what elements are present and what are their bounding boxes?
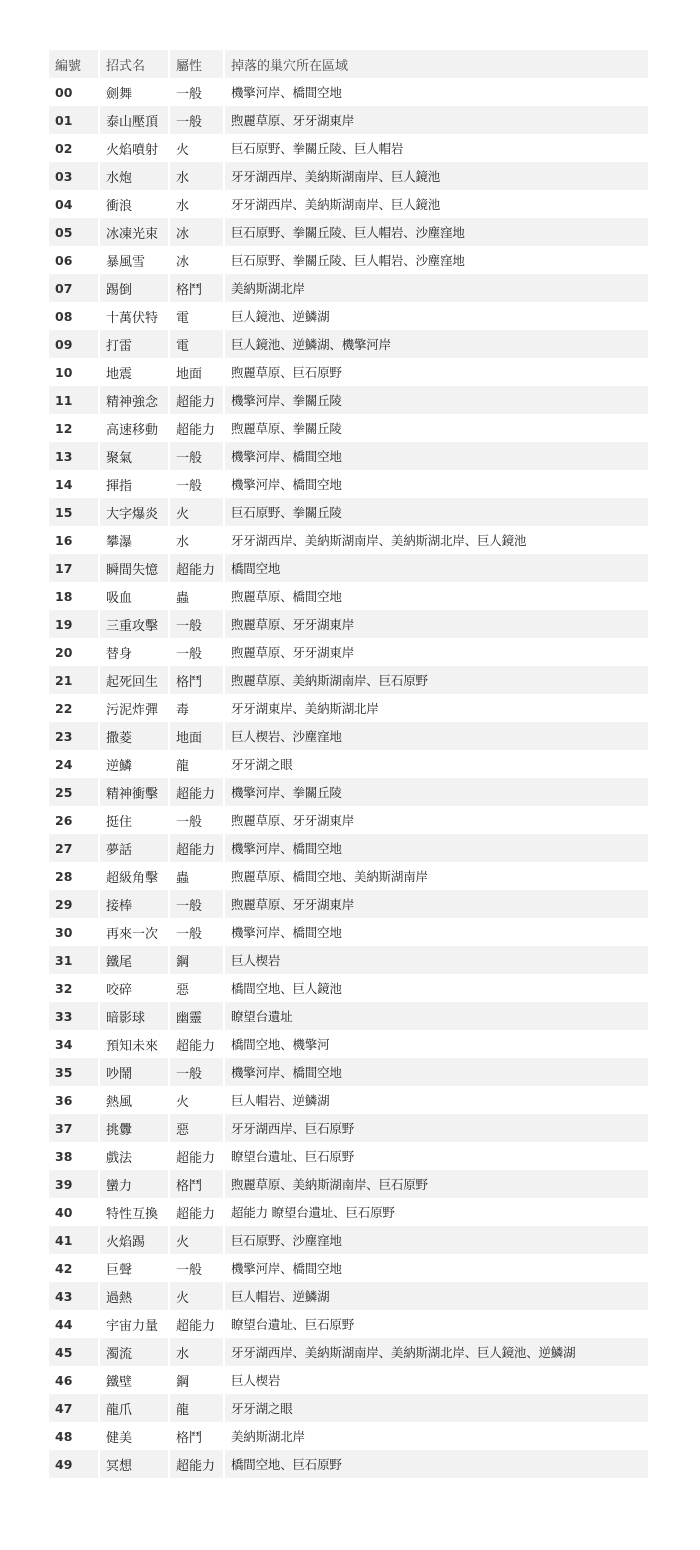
row-number: 24 [55, 756, 73, 772]
row-den-area: 煦麗草原、美納斯湖南岸、巨石原野 [224, 1170, 648, 1198]
row-type: 超能力 [169, 386, 224, 414]
row-move-name: 起死回生 [99, 666, 169, 694]
row-type: 電 [169, 302, 224, 330]
table-row [49, 162, 648, 190]
row-move-name: 精神衝擊 [99, 778, 169, 806]
row-type: 超能力 [169, 1142, 224, 1170]
row-number: 41 [55, 1232, 73, 1248]
row-move-name: 替身 [99, 638, 169, 666]
table-row [49, 554, 648, 582]
table-row [49, 1422, 648, 1450]
row-den-area: 瞭望台遺址、巨石原野 [224, 1142, 648, 1170]
tr-drop-table [49, 50, 648, 1478]
row-number: 11 [55, 392, 73, 408]
table-row [49, 78, 648, 106]
row-den-area: 巨石原野、拳關丘陵、巨人帽岩、沙塵窪地 [224, 218, 648, 246]
row-number: 12 [55, 420, 73, 436]
row-den-area: 牙牙湖東岸、美納斯湖北岸 [224, 694, 648, 722]
table-row [49, 442, 648, 470]
table-row [49, 274, 648, 302]
row-den-area: 巨人帽岩、逆鱗湖 [224, 1282, 648, 1310]
row-den-area: 牙牙湖西岸、美納斯湖南岸、巨人鏡池 [224, 162, 648, 190]
row-den-area: 牙牙湖西岸、美納斯湖南岸、美納斯湖北岸、巨人鏡池、逆鱗湖 [224, 1338, 648, 1366]
row-type: 超能力 [169, 834, 224, 862]
row-move-name: 夢話 [99, 834, 169, 862]
row-type: 火 [169, 134, 224, 162]
row-move-name: 暗影球 [99, 1002, 169, 1030]
row-type: 火 [169, 1282, 224, 1310]
table-row [49, 946, 648, 974]
row-move-name: 接棒 [99, 890, 169, 918]
row-move-name: 撒菱 [99, 722, 169, 750]
row-move-name: 鐵壁 [99, 1366, 169, 1394]
row-move-name: 火焰噴射 [99, 134, 169, 162]
row-move-name: 十萬伏特 [99, 302, 169, 330]
row-move-name: 衝浪 [99, 190, 169, 218]
row-den-area: 巨石原野、拳關丘陵、巨人帽岩 [224, 134, 648, 162]
table-header-row [49, 50, 648, 78]
row-type: 蟲 [169, 582, 224, 610]
row-number: 38 [55, 1148, 73, 1164]
row-den-area: 橋間空地 [224, 554, 648, 582]
row-move-name: 吵鬧 [99, 1058, 169, 1086]
row-move-name: 龍爪 [99, 1394, 169, 1422]
row-number: 34 [55, 1036, 73, 1052]
row-number: 30 [55, 924, 73, 940]
table-row [49, 694, 648, 722]
table-row [49, 666, 648, 694]
row-number: 21 [55, 672, 73, 688]
row-move-name: 濁流 [99, 1338, 169, 1366]
row-den-area: 橋間空地、巨石原野 [224, 1450, 648, 1478]
row-move-name: 過熱 [99, 1282, 169, 1310]
row-move-name: 健美 [99, 1422, 169, 1450]
row-move-name: 踢倒 [99, 274, 169, 302]
table-row [49, 1142, 648, 1170]
table-row [49, 526, 648, 554]
row-move-name: 水炮 [99, 162, 169, 190]
row-den-area: 巨石原野、拳關丘陵 [224, 498, 648, 526]
row-den-area: 煦麗草原、美納斯湖南岸、巨石原野 [224, 666, 648, 694]
row-move-name: 冥想 [99, 1450, 169, 1478]
row-number: 29 [55, 896, 73, 912]
row-move-name: 泰山壓頂 [99, 106, 169, 134]
row-den-area: 巨石原野、拳關丘陵、巨人帽岩、沙塵窪地 [224, 246, 648, 274]
row-type: 鋼 [169, 946, 224, 974]
row-number: 35 [55, 1064, 73, 1080]
row-den-area: 機擎河岸、橋間空地 [224, 470, 648, 498]
table-row [49, 778, 648, 806]
row-den-area: 煦麗草原、橋間空地、美納斯湖南岸 [224, 862, 648, 890]
header-den-area: 掉落的巢穴所在區域 [224, 50, 648, 78]
row-move-name: 吸血 [99, 582, 169, 610]
row-number: 36 [55, 1092, 73, 1108]
row-move-name: 地震 [99, 358, 169, 386]
row-move-name: 冰凍光束 [99, 218, 169, 246]
table-row [49, 1030, 648, 1058]
row-type: 幽靈 [169, 1002, 224, 1030]
row-number: 00 [55, 84, 73, 100]
row-move-name: 預知未來 [99, 1030, 169, 1058]
row-type: 超能力 [169, 1030, 224, 1058]
table-row [49, 610, 648, 638]
table-row [49, 638, 648, 666]
row-den-area: 巨人鏡池、逆鱗湖、機擎河岸 [224, 330, 648, 358]
row-type: 格鬥 [169, 1170, 224, 1198]
row-number: 17 [55, 560, 73, 576]
row-type: 一般 [169, 1058, 224, 1086]
row-den-area: 煦麗草原、拳關丘陵 [224, 414, 648, 442]
row-move-name: 劍舞 [99, 78, 169, 106]
row-move-name: 三重攻擊 [99, 610, 169, 638]
row-type: 一般 [169, 638, 224, 666]
row-den-area: 牙牙湖西岸、巨石原野 [224, 1114, 648, 1142]
table-row [49, 1310, 648, 1338]
row-type: 惡 [169, 1114, 224, 1142]
row-type: 一般 [169, 918, 224, 946]
header-move-name: 招式名 [99, 50, 169, 78]
row-move-name: 鐵尾 [99, 946, 169, 974]
table-row [49, 470, 648, 498]
row-type: 水 [169, 526, 224, 554]
row-move-name: 巨聲 [99, 1254, 169, 1282]
row-type: 水 [169, 1338, 224, 1366]
row-den-area: 牙牙湖之眼 [224, 750, 648, 778]
row-den-area: 巨人楔岩 [224, 946, 648, 974]
table-row [49, 722, 648, 750]
row-den-area: 橋間空地、機擎河 [224, 1030, 648, 1058]
row-den-area: 巨人鏡池、逆鱗湖 [224, 302, 648, 330]
row-type: 格鬥 [169, 1422, 224, 1450]
table-row [49, 974, 648, 1002]
row-den-area: 牙牙湖西岸、美納斯湖南岸、美納斯湖北岸、巨人鏡池 [224, 526, 648, 554]
row-den-area: 煦麗草原、橋間空地 [224, 582, 648, 610]
row-number: 13 [55, 448, 73, 464]
row-number: 44 [55, 1316, 73, 1332]
row-type: 電 [169, 330, 224, 358]
row-type: 超能力 [169, 1450, 224, 1478]
row-den-area: 巨人帽岩、逆鱗湖 [224, 1086, 648, 1114]
row-den-area: 煦麗草原、牙牙湖東岸 [224, 806, 648, 834]
row-move-name: 打雷 [99, 330, 169, 358]
row-number: 46 [55, 1372, 73, 1388]
row-move-name: 挑釁 [99, 1114, 169, 1142]
row-den-area: 超能力 瞭望台遺址、巨石原野 [224, 1198, 648, 1226]
table-row [49, 1450, 648, 1478]
row-number: 49 [55, 1456, 73, 1472]
row-den-area: 機擎河岸、拳關丘陵 [224, 386, 648, 414]
table-row [49, 1002, 648, 1030]
row-number: 05 [55, 224, 73, 240]
row-type: 一般 [169, 106, 224, 134]
row-type: 冰 [169, 218, 224, 246]
row-number: 07 [55, 280, 73, 296]
table-row [49, 302, 648, 330]
row-number: 43 [55, 1288, 73, 1304]
row-type: 水 [169, 190, 224, 218]
row-den-area: 美納斯湖北岸 [224, 1422, 648, 1450]
row-number: 09 [55, 336, 73, 352]
row-type: 一般 [169, 890, 224, 918]
row-den-area: 煦麗草原、巨石原野 [224, 358, 648, 386]
table-row [49, 890, 648, 918]
row-den-area: 機擎河岸、橋間空地 [224, 442, 648, 470]
table-row [49, 806, 648, 834]
row-type: 鋼 [169, 1366, 224, 1394]
row-move-name: 特性互換 [99, 1198, 169, 1226]
row-number: 33 [55, 1008, 73, 1024]
row-number: 37 [55, 1120, 73, 1136]
row-move-name: 聚氣 [99, 442, 169, 470]
row-number: 47 [55, 1400, 73, 1416]
table-row [49, 218, 648, 246]
row-type: 惡 [169, 974, 224, 1002]
row-number: 22 [55, 700, 73, 716]
row-number: 04 [55, 196, 73, 212]
row-move-name: 攀瀑 [99, 526, 169, 554]
row-type: 火 [169, 498, 224, 526]
row-type: 一般 [169, 610, 224, 638]
row-move-name: 大字爆炎 [99, 498, 169, 526]
row-number: 03 [55, 168, 73, 184]
table-row [49, 1226, 648, 1254]
row-number: 27 [55, 840, 73, 856]
table-row [49, 1338, 648, 1366]
tr-drop-table-container [49, 50, 648, 1478]
row-type: 超能力 [169, 778, 224, 806]
table-row [49, 134, 648, 162]
table-row [49, 1366, 648, 1394]
row-den-area: 美納斯湖北岸 [224, 274, 648, 302]
row-move-name: 咬碎 [99, 974, 169, 1002]
row-den-area: 煦麗草原、牙牙湖東岸 [224, 106, 648, 134]
row-move-name: 污泥炸彈 [99, 694, 169, 722]
row-den-area: 煦麗草原、牙牙湖東岸 [224, 638, 648, 666]
row-type: 格鬥 [169, 274, 224, 302]
table-body [49, 78, 648, 1478]
row-den-area: 巨石原野、沙塵窪地 [224, 1226, 648, 1254]
row-move-name: 熱風 [99, 1086, 169, 1114]
table-row [49, 190, 648, 218]
table-row [49, 918, 648, 946]
table-row [49, 358, 648, 386]
row-move-name: 暴風雪 [99, 246, 169, 274]
row-den-area: 巨人楔岩 [224, 1366, 648, 1394]
row-number: 32 [55, 980, 73, 996]
table-row [49, 1058, 648, 1086]
row-type: 一般 [169, 78, 224, 106]
row-type: 超能力 [169, 554, 224, 582]
row-type: 蟲 [169, 862, 224, 890]
table-row [49, 498, 648, 526]
table-row [49, 862, 648, 890]
row-type: 地面 [169, 722, 224, 750]
table-row [49, 1170, 648, 1198]
row-move-name: 高速移動 [99, 414, 169, 442]
row-number: 02 [55, 140, 73, 156]
row-den-area: 機擎河岸、橋間空地 [224, 78, 648, 106]
row-number: 14 [55, 476, 73, 492]
row-type: 超能力 [169, 1310, 224, 1338]
row-move-name: 精神強念 [99, 386, 169, 414]
row-move-name: 戲法 [99, 1142, 169, 1170]
row-type: 超能力 [169, 1198, 224, 1226]
table-row [49, 1086, 648, 1114]
row-type: 冰 [169, 246, 224, 274]
row-type: 格鬥 [169, 666, 224, 694]
row-number: 16 [55, 532, 73, 548]
row-type: 火 [169, 1226, 224, 1254]
row-number: 10 [55, 364, 73, 380]
row-type: 超能力 [169, 414, 224, 442]
row-move-name: 瞬間失憶 [99, 554, 169, 582]
row-type: 龍 [169, 750, 224, 778]
row-move-name: 宇宙力量 [99, 1310, 169, 1338]
header-type: 屬性 [169, 50, 224, 78]
row-number: 15 [55, 504, 73, 520]
row-type: 水 [169, 162, 224, 190]
row-den-area: 瞭望台遺址 [224, 1002, 648, 1030]
row-den-area: 機擎河岸、拳關丘陵 [224, 778, 648, 806]
row-den-area: 煦麗草原、牙牙湖東岸 [224, 610, 648, 638]
header-number: 編號 [55, 58, 82, 74]
row-number: 39 [55, 1176, 73, 1192]
row-number: 31 [55, 952, 73, 968]
row-den-area: 瞭望台遺址、巨石原野 [224, 1310, 648, 1338]
row-type: 一般 [169, 442, 224, 470]
row-number: 08 [55, 308, 73, 324]
row-den-area: 機擎河岸、橋間空地 [224, 834, 648, 862]
row-number: 28 [55, 868, 73, 884]
table-row [49, 1114, 648, 1142]
table-row [49, 1282, 648, 1310]
table-row [49, 246, 648, 274]
row-move-name: 逆鱗 [99, 750, 169, 778]
row-den-area: 牙牙湖之眼 [224, 1394, 648, 1422]
row-type: 火 [169, 1086, 224, 1114]
row-number: 23 [55, 728, 73, 744]
row-move-name: 再來一次 [99, 918, 169, 946]
table-row [49, 414, 648, 442]
row-den-area: 機擎河岸、橋間空地 [224, 1058, 648, 1086]
table-row [49, 582, 648, 610]
row-den-area: 機擎河岸、橋間空地 [224, 1254, 648, 1282]
row-den-area: 牙牙湖西岸、美納斯湖南岸、巨人鏡池 [224, 190, 648, 218]
table-row [49, 1198, 648, 1226]
row-number: 45 [55, 1344, 73, 1360]
row-type: 毒 [169, 694, 224, 722]
row-number: 48 [55, 1428, 73, 1444]
row-type: 一般 [169, 1254, 224, 1282]
row-number: 19 [55, 616, 73, 632]
table-row [49, 330, 648, 358]
row-den-area: 機擎河岸、橋間空地 [224, 918, 648, 946]
row-number: 25 [55, 784, 73, 800]
row-number: 06 [55, 252, 73, 268]
row-number: 40 [55, 1204, 73, 1220]
table-row [49, 750, 648, 778]
table-row [49, 1394, 648, 1422]
table-row [49, 1254, 648, 1282]
row-number: 42 [55, 1260, 73, 1276]
row-move-name: 挺住 [99, 806, 169, 834]
row-move-name: 超級角擊 [99, 862, 169, 890]
row-move-name: 火焰踢 [99, 1226, 169, 1254]
row-move-name: 蠻力 [99, 1170, 169, 1198]
row-number: 20 [55, 644, 73, 660]
row-type: 龍 [169, 1394, 224, 1422]
row-type: 地面 [169, 358, 224, 386]
row-den-area: 巨人楔岩、沙塵窪地 [224, 722, 648, 750]
row-type: 一般 [169, 806, 224, 834]
table-row [49, 834, 648, 862]
table-row [49, 106, 648, 134]
row-number: 26 [55, 812, 73, 828]
row-number: 18 [55, 588, 73, 604]
row-type: 一般 [169, 470, 224, 498]
row-move-name: 揮指 [99, 470, 169, 498]
row-den-area: 橋間空地、巨人鏡池 [224, 974, 648, 1002]
row-number: 01 [55, 112, 73, 128]
row-den-area: 煦麗草原、牙牙湖東岸 [224, 890, 648, 918]
table-row [49, 386, 648, 414]
